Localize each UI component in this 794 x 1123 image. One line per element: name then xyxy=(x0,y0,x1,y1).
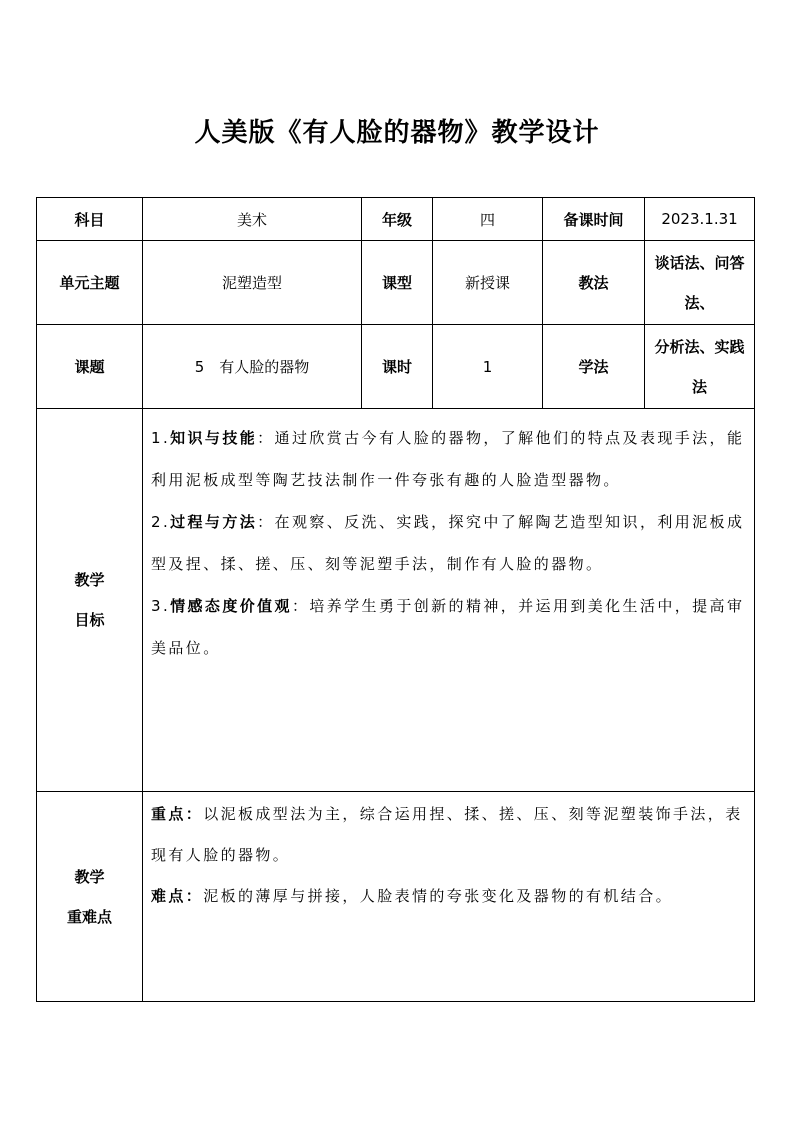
goal-label: 过程与方法 xyxy=(170,513,258,531)
focus-item xyxy=(151,876,746,917)
focus-item xyxy=(151,794,746,876)
study-method-label: 学法 xyxy=(543,325,645,409)
goal-item xyxy=(151,417,746,501)
table-row xyxy=(37,792,755,1002)
table-row xyxy=(37,241,755,325)
focus-text: 以泥板成型法为主，综合运用捏、揉、搓、压、刻等泥塑装饰手法，表现有人脸的器物。 xyxy=(151,805,743,864)
unit-theme-value: 泥塑造型 xyxy=(143,241,362,325)
study-method-value: 分析法、实践法 xyxy=(645,325,755,409)
unit-theme-label: 单元主题 xyxy=(37,241,143,325)
goal-num: 1. xyxy=(151,429,171,447)
goal-label: 知识与技能 xyxy=(170,429,258,447)
goal-item xyxy=(151,585,746,669)
goal-text: ：通过欣赏古今有人脸的器物，了解他们的特点及表现手法，能利用泥板成型等陶艺技法制作一件夸张有趣的人脸造型器物。 xyxy=(151,429,745,489)
lesson-type-value: 新授课 xyxy=(433,241,543,325)
focus-label-line2: 重难点 xyxy=(66,907,112,926)
goal-text: ：在观察、反洗、实践，探究中了解陶艺造型知识，利用泥板成型及捏、揉、搓、压、刻等泥塑手法，制作有人脸的器物。 xyxy=(151,513,745,573)
period-label: 课时 xyxy=(362,325,433,409)
goals-label-line2: 目标 xyxy=(74,611,105,629)
grade-value: 四 xyxy=(433,198,543,241)
teaching-goals-content xyxy=(143,409,755,792)
focus-label: 重点： xyxy=(151,805,204,823)
key-difficult-points-label xyxy=(37,792,143,1002)
lesson-plan-table xyxy=(36,197,755,1002)
goal-text: ：培养学生勇于创新的精神，并运用到美化生活中，提高审美品位。 xyxy=(151,597,745,657)
goal-num: 3. xyxy=(151,597,171,615)
teaching-method-value: 谈话法、问答法、 xyxy=(645,241,755,325)
focus-text: 泥板的薄厚与拼接，人脸表情的夸张变化及器物的有机结合。 xyxy=(203,887,674,905)
goals-label-line1: 教学 xyxy=(74,571,105,589)
focus-label-line1: 教学 xyxy=(74,867,105,886)
goal-num: 2. xyxy=(151,513,171,531)
goal-label: 情感态度价值观 xyxy=(170,597,292,615)
goal-item xyxy=(151,501,746,585)
table-row xyxy=(37,325,755,409)
prep-time-value: 2023.1.31 xyxy=(645,198,755,241)
key-difficult-points-content xyxy=(143,792,755,1002)
page-title: 人美版《有人脸的器物》教学设计 xyxy=(194,118,600,148)
focus-label: 难点： xyxy=(151,887,204,905)
teaching-method-label: 教法 xyxy=(543,241,645,325)
teaching-goals-label xyxy=(37,409,143,792)
table-row xyxy=(37,198,755,241)
subject-value: 美术 xyxy=(143,198,362,241)
table-row xyxy=(37,409,755,792)
topic-label: 课题 xyxy=(37,325,143,409)
lesson-type-label: 课型 xyxy=(362,241,433,325)
prep-time-label: 备课时间 xyxy=(543,198,645,241)
grade-label: 年级 xyxy=(362,198,433,241)
period-value: 1 xyxy=(433,325,543,409)
topic-value: 5 有人脸的器物 xyxy=(143,325,362,409)
subject-label: 科目 xyxy=(37,198,143,241)
